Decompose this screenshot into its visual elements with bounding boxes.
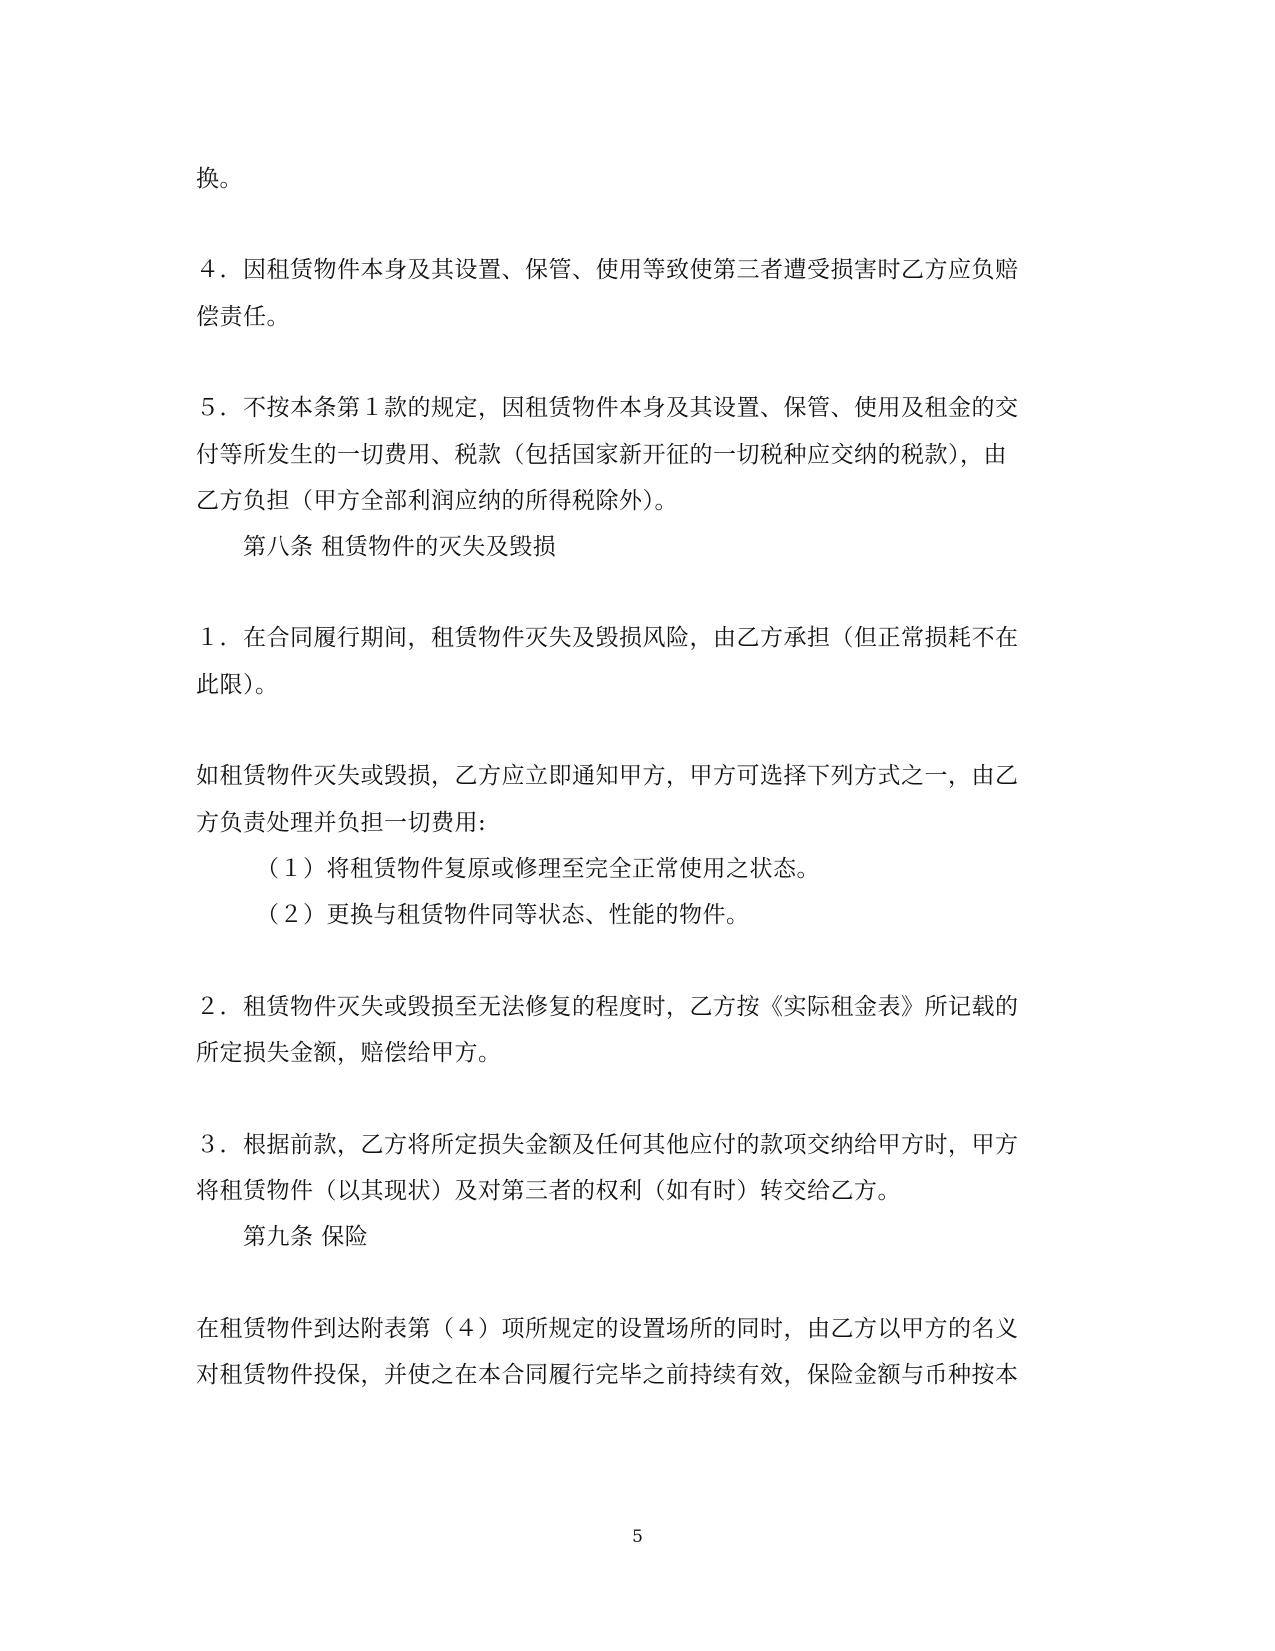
text-line: 付等所发生的一切费用、税款（包括国家新开征的一切税种应交纳的税款），由	[196, 442, 1007, 468]
text-line: ５．不按本条第１款的规定，因租赁物件本身及其设置、保管、使用及租金的交	[196, 395, 1019, 421]
text-line: 方负责处理并负担一切费用:	[196, 810, 487, 836]
text-line: 此限）。	[196, 672, 279, 698]
text-line: 换。	[196, 166, 243, 192]
text-line: 所定损失金额，赔偿给甲方。	[196, 1040, 502, 1066]
text-line: １．在合同履行期间，租赁物件灭失及毁损风险，由乙方承担（但正常损耗不在	[196, 625, 1019, 651]
text-line: 如租赁物件灭失或毁损，乙方应立即通知甲方，甲方可选择下列方式之一，由乙	[196, 763, 1019, 789]
text-line: ２．租赁物件灭失或毁损至无法修复的程度时，乙方按《实际租金表》所记载的	[196, 994, 1019, 1020]
section-heading: 第八条 租赁物件的灭失及毁损	[243, 534, 557, 560]
text-line: 将租赁物件（以其现状）及对第三者的权利（如有时）转交给乙方。	[196, 1178, 901, 1204]
text-line: 对租赁物件投保，并使之在本合同履行完毕之前持续有效，保险金额与币种按本	[196, 1362, 1019, 1388]
text-line: 偿责任。	[196, 304, 290, 330]
text-line: ３．根据前款，乙方将所定损失金额及任何其他应付的款项交纳给甲方时，甲方	[196, 1132, 1019, 1158]
text-line: 乙方负担（甲方全部利润应纳的所得税除外）。	[196, 488, 678, 514]
page-number: 5	[632, 1527, 643, 1547]
section-heading: 第九条 保险	[243, 1224, 369, 1250]
list-item: （２）更换与租赁物件同等状态、性能的物件。	[256, 902, 750, 928]
text-line: 在租赁物件到达附表第（４）项所规定的设置场所的同时，由乙方以甲方的名义	[196, 1316, 1019, 1342]
list-item: （１）将租赁物件复原或修理至完全正常使用之状态。	[256, 856, 820, 882]
text-line: ４．因租赁物件本身及其设置、保管、使用等致使第三者遭受损害时乙方应负赔	[196, 257, 1019, 283]
